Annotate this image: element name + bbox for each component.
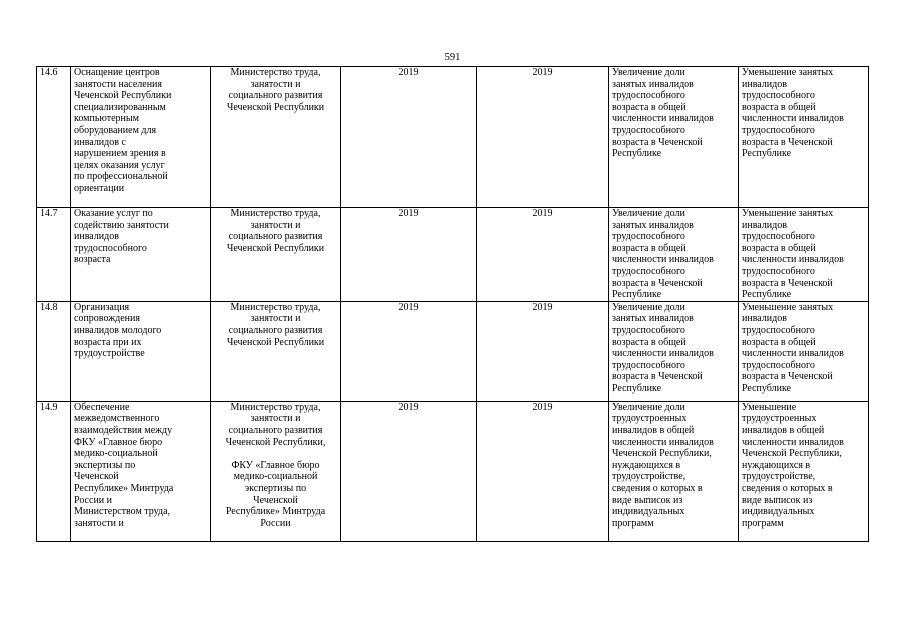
event-line: возраста xyxy=(74,254,111,266)
result-line: трудоспособного xyxy=(612,359,685,371)
result-line: трудоспособного xyxy=(612,124,685,136)
consequence-line: трудоспособного xyxy=(742,124,815,136)
event-line: Организация xyxy=(74,301,130,313)
end-year-cell: 2019 xyxy=(477,208,609,302)
executor-line: Министерство труда, xyxy=(230,401,321,413)
consequence-line: Чеченской Республики, xyxy=(742,448,842,460)
result-line: численности инвалидов xyxy=(612,348,714,360)
result-line: сведения о которых в xyxy=(612,482,703,494)
event-line: целях оказания услуг xyxy=(74,159,165,171)
event-line: экспертизы по xyxy=(74,459,136,471)
consequence-line: инвалидов xyxy=(742,78,787,90)
event-cell xyxy=(71,208,211,302)
consequence-line: трудоустройстве, xyxy=(742,471,816,483)
event-line: ориентации xyxy=(74,182,125,194)
executor-line: Чеченской xyxy=(253,494,298,506)
result-line: Увеличение доли xyxy=(612,401,685,413)
event-line: трудоустройстве xyxy=(74,348,145,360)
consequence-line: Уменьшение занятых xyxy=(742,301,834,313)
event-cell xyxy=(71,401,211,541)
event-line: компьютерным xyxy=(74,113,139,125)
executor-line: занятости и xyxy=(250,219,301,231)
event-cell xyxy=(71,67,211,208)
consequence-line: возраста в Чеченской xyxy=(742,136,833,148)
consequence-line: численности инвалидов xyxy=(742,254,844,266)
event-line: занятости населения xyxy=(74,78,163,90)
expected-result-cell xyxy=(609,401,739,541)
expected-result-cell xyxy=(609,301,739,401)
consequence-line: трудоспособного xyxy=(742,265,815,277)
event-line: Оснащение центров xyxy=(74,67,160,78)
result-line: численности инвалидов xyxy=(612,436,714,448)
result-line: трудоустройстве, xyxy=(612,471,686,483)
start-year-cell: 2019 xyxy=(341,67,477,208)
consequence-line: трудоспособного xyxy=(742,324,815,336)
executor-cell xyxy=(211,208,341,302)
result-line: возраста в общей xyxy=(612,336,686,348)
executor-line: Чеченской Республики xyxy=(226,336,325,348)
result-line: трудоспособного xyxy=(612,90,685,102)
executor-line: Министерство труда, xyxy=(230,301,321,313)
consequence-cell xyxy=(739,208,869,302)
consequence-line: сведения о которых в xyxy=(742,482,833,494)
result-line: Увеличение доли xyxy=(612,301,685,313)
result-line: виде выписок из xyxy=(612,494,683,506)
consequence-line: трудоспособного xyxy=(742,359,815,371)
executor-line xyxy=(214,448,337,460)
consequence-cell xyxy=(739,301,869,401)
consequence-line: Республике xyxy=(742,382,792,394)
executor-line: социального развития xyxy=(228,324,323,336)
item-number-cell: 14.7 xyxy=(37,208,71,302)
event-line: медико-социальной xyxy=(74,448,158,460)
page-number: 591 xyxy=(444,52,461,63)
executor-cell xyxy=(211,301,341,401)
consequence-line: возраста в общей xyxy=(742,336,816,348)
result-line: Чеченской Республики, xyxy=(612,448,712,460)
result-line: занятых инвалидов xyxy=(612,219,694,231)
table-row xyxy=(37,67,869,208)
executor-line: социального развития xyxy=(228,90,323,102)
expected-result-cell xyxy=(609,208,739,302)
result-line: трудоустроенных xyxy=(612,413,687,425)
executor-line: Республике» Минтруда xyxy=(225,506,326,518)
event-line: ФКУ «Главное бюро xyxy=(74,436,163,448)
activities-table xyxy=(36,66,869,542)
start-year-cell: 2019 xyxy=(341,401,477,541)
executor-line: социального развития xyxy=(228,424,323,436)
executor-line: занятости и xyxy=(250,413,301,425)
result-line: трудоспособного xyxy=(612,324,685,336)
event-line: межведомственного xyxy=(74,413,160,425)
event-line: возраста при их xyxy=(74,336,142,348)
event-line: занятости и xyxy=(74,517,124,529)
event-line: Чеченской xyxy=(74,471,119,483)
result-line: занятых инвалидов xyxy=(612,78,694,90)
consequence-line: возраста в Чеченской xyxy=(742,371,833,383)
consequence-line: инвалидов xyxy=(742,313,787,325)
event-line: Министерством труда, xyxy=(74,506,171,518)
consequence-line: возраста в общей xyxy=(742,242,816,254)
expected-result-cell xyxy=(609,67,739,208)
event-line: по профессиональной xyxy=(74,171,168,183)
consequence-line: Республике xyxy=(742,289,792,301)
result-line: возраста в Чеченской xyxy=(612,277,703,289)
end-year-cell: 2019 xyxy=(477,67,609,208)
executor-line: Чеченской Республики xyxy=(226,242,325,254)
consequence-line: возраста в Чеченской xyxy=(742,277,833,289)
event-cell xyxy=(71,301,211,401)
consequence-line: трудоустроенных xyxy=(742,413,817,425)
consequence-line: инвалидов xyxy=(742,219,787,231)
executor-line: медико-социальной xyxy=(233,471,318,483)
result-line: Республике xyxy=(612,289,662,301)
event-line: оборудованием для xyxy=(74,124,157,136)
event-line: нарушением зрения в xyxy=(74,148,166,160)
consequence-line: инвалидов в общей xyxy=(742,424,825,436)
consequence-line: численности инвалидов xyxy=(742,113,844,125)
event-line: России и xyxy=(74,494,112,506)
executor-line: Министерство труда, xyxy=(230,208,321,219)
result-line: инвалидов в общей xyxy=(612,424,695,436)
event-line: специализированным xyxy=(74,101,166,113)
executor-line: ФКУ «Главное бюро xyxy=(231,459,320,471)
consequence-line: индивидуальных xyxy=(742,506,815,518)
result-line: возраста в общей xyxy=(612,101,686,113)
result-line: возраста в Чеченской xyxy=(612,136,703,148)
item-number-cell: 14.9 xyxy=(37,401,71,541)
event-line: Оказание услуг по xyxy=(74,208,153,219)
end-year-cell: 2019 xyxy=(477,301,609,401)
executor-line: занятости и xyxy=(250,78,301,90)
event-line: содействию занятости xyxy=(74,219,169,231)
consequence-cell xyxy=(739,401,869,541)
table-row xyxy=(37,401,869,541)
event-line: Республике» Минтруда xyxy=(74,482,174,494)
result-line: возраста в Чеченской xyxy=(612,371,703,383)
consequence-line: Уменьшение занятых xyxy=(742,208,834,219)
result-line: численности инвалидов xyxy=(612,254,714,266)
event-line: взаимодействия между xyxy=(74,424,173,436)
executor-line: России xyxy=(260,517,291,529)
executor-line: занятости и xyxy=(250,313,301,325)
result-line: программ xyxy=(612,517,654,529)
result-line: численности инвалидов xyxy=(612,113,714,125)
result-line: индивидуальных xyxy=(612,506,685,518)
table-body xyxy=(37,67,869,542)
consequence-line: трудоспособного xyxy=(742,90,815,102)
executor-line: Чеченской Республики, xyxy=(225,436,326,448)
event-line: Обеспечение xyxy=(74,401,130,413)
consequence-line: нуждающихся в xyxy=(742,459,811,471)
result-line: возраста в общей xyxy=(612,242,686,254)
event-line: Чеченской Республики xyxy=(74,90,172,102)
executor-line: Чеченской Республики xyxy=(226,101,325,113)
consequence-line: программ xyxy=(742,517,784,529)
result-line: трудоспособного xyxy=(612,231,685,243)
consequence-line: Республике xyxy=(742,148,792,160)
result-line: трудоспособного xyxy=(612,265,685,277)
consequence-line: трудоспособного xyxy=(742,231,815,243)
consequence-line: численности инвалидов xyxy=(742,348,844,360)
end-year-cell: 2019 xyxy=(477,401,609,541)
consequence-line: Уменьшение xyxy=(742,401,797,413)
event-line: инвалидов xyxy=(74,231,119,243)
table-row xyxy=(37,208,869,302)
start-year-cell: 2019 xyxy=(341,301,477,401)
event-line: сопровождения xyxy=(74,313,140,325)
result-line: Республике xyxy=(612,148,662,160)
result-line: Увеличение доли xyxy=(612,67,685,78)
result-line: занятых инвалидов xyxy=(612,313,694,325)
result-line: Увеличение доли xyxy=(612,208,685,219)
event-line: трудоспособного xyxy=(74,242,147,254)
consequence-line: численности инвалидов xyxy=(742,436,844,448)
table-row xyxy=(37,301,869,401)
result-line: нуждающихся в xyxy=(612,459,681,471)
consequence-line: Уменьшение занятых xyxy=(742,67,834,78)
consequence-cell xyxy=(739,67,869,208)
executor-line: экспертизы по xyxy=(244,482,307,494)
executor-line: социального развития xyxy=(228,231,323,243)
consequence-line: виде выписок из xyxy=(742,494,813,506)
executor-line: Министерство труда, xyxy=(230,67,321,78)
item-number-cell: 14.8 xyxy=(37,301,71,401)
executor-cell xyxy=(211,401,341,541)
event-line: инвалидов с xyxy=(74,136,126,148)
start-year-cell: 2019 xyxy=(341,208,477,302)
event-line: инвалидов молодого xyxy=(74,324,162,336)
executor-cell xyxy=(211,67,341,208)
consequence-line: возраста в общей xyxy=(742,101,816,113)
result-line: Республике xyxy=(612,382,662,394)
item-number-cell: 14.6 xyxy=(37,67,71,208)
